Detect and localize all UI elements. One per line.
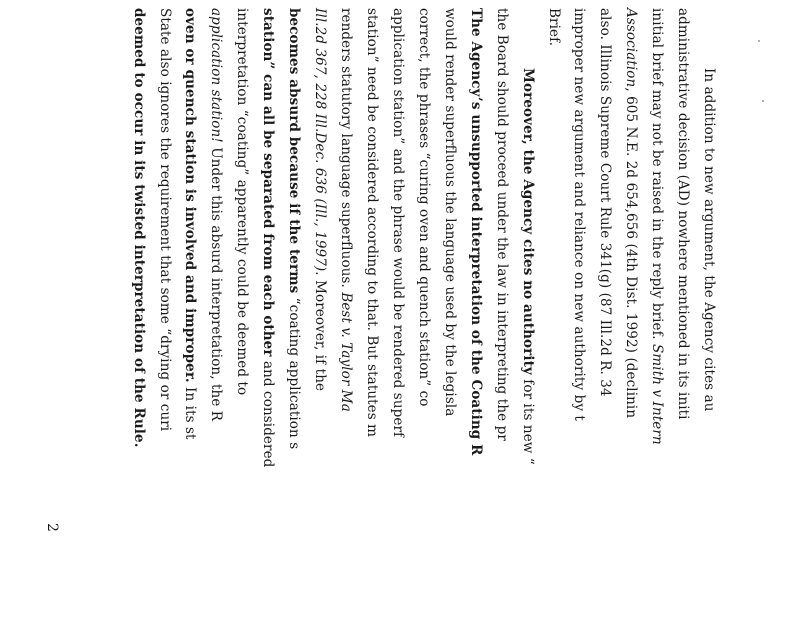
scan-speck	[758, 40, 760, 42]
text-line: improper new argument and reliance on new authority by t	[571, 8, 587, 421]
italic-citation: application station!	[208, 8, 224, 143]
text-line: Brief.	[546, 8, 562, 47]
italic-citation: Best v. Taylor Ma	[338, 292, 354, 412]
text-line: oven or quench station is involved and improper. In its st	[182, 8, 198, 440]
text-line: In addition to new argument, the Agency cites au	[701, 68, 717, 412]
bold-phrase: oven or quench station is involved and improper.	[182, 8, 198, 383]
text-line	[131, 8, 147, 448]
text-line	[468, 8, 484, 455]
text-line: Moreover, the Agency cites no authority for its new “	[520, 68, 536, 465]
italic-citation: Association	[623, 8, 639, 88]
page-number: 2	[44, 523, 60, 532]
text-line: station” need be considered according to that. But statutes m	[364, 8, 380, 438]
text-line: Ill.2d 367, 228 Ill.Dec. 636 (Ill., 1997). Moreover, if the	[312, 8, 328, 392]
text-line: State also ignores the requirement that some “drying or curi	[157, 8, 173, 432]
bold-phrase: deemed to occur in its twisted interpretation of the Rule.	[131, 8, 147, 448]
bold-phrase: The Agency’s unsupported interpretation of the Coating R	[468, 8, 484, 456]
italic-citation: Smith v Intern	[649, 344, 665, 445]
text-line: station” can all be separated from each other and considered	[260, 8, 276, 468]
text-line: the Board should proceed under the law in interpreting the pr	[494, 8, 510, 441]
text-line: becomes absurd because if the terms “coating application s	[286, 8, 302, 450]
text-line: interpretation “coating” apparently could be deemed to	[234, 8, 250, 396]
text-line: renders statutory language superfluous. Best v. Taylor Ma	[338, 8, 354, 412]
text-line: correct, the phrases “curing oven and quench station” co	[416, 8, 432, 407]
text-line: administrative decision (AD) nowhere mentioned in its initi	[675, 8, 691, 420]
italic-citation: Ill.2d 367, 228 Ill.Dec. 636 (Ill., 1997)	[312, 8, 328, 272]
text-line: application station” and the phrase would be rendered superf	[390, 8, 406, 438]
text-line: also. Illinois Supreme Court Rule 341(g) (87 Ill.2d R. 34	[597, 8, 613, 397]
bold-phrase: Moreover, the Agency cites no authority	[520, 68, 536, 375]
text-line: would render superfluous the language used by the legisla	[442, 8, 458, 417]
bold-phrase: becomes absurd because if the terms	[286, 8, 302, 294]
text-line: Association, 605 N.E. 2d 654,656 (4th Dist. 1992) (declinin	[623, 8, 639, 419]
scan-speck	[762, 100, 764, 102]
bold-phrase: station” can all be separated from each other	[260, 8, 276, 357]
text-line: initial brief may not be raised in the reply brief. Smith v Intern	[649, 8, 665, 445]
text-line: application station! Under this absurd interpretation, the R	[208, 8, 224, 422]
